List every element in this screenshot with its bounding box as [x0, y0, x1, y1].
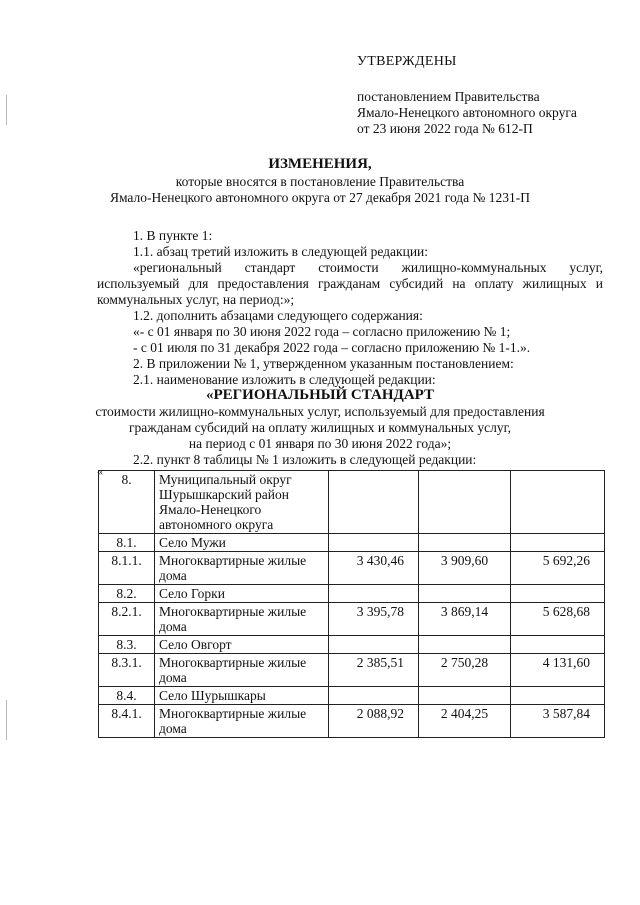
tariff-table-body	[99, 471, 605, 738]
row-name-cell: Село Овгорт	[155, 636, 329, 654]
row-number-cell: 8.4.1.	[99, 705, 155, 738]
paragraph: используемый для предоставления гражданам субсидий на оплату жилищных и	[97, 276, 603, 291]
value-cell	[419, 471, 511, 534]
value-cell	[329, 636, 419, 654]
table-row	[99, 603, 605, 636]
row-number-cell: 8.2.	[99, 585, 155, 603]
value-cell: 3 909,60	[419, 552, 511, 585]
paragraph: 1.2. дополнить абзацами следующего содержания:	[133, 308, 423, 323]
row-name-cell: Село Горки	[155, 585, 329, 603]
row-name-cell: Многоквартирные жилые дома	[155, 552, 329, 585]
value-cell: 3 430,46	[329, 552, 419, 585]
list-item: - с 01 июля по 31 декабря 2022 года – согласно приложению № 1-1.».	[133, 340, 531, 355]
value-cell	[419, 534, 511, 552]
row-name-cell: Многоквартирные жилые дома	[155, 603, 329, 636]
paragraph: 2.1. наименование изложить в следующей редакции:	[133, 372, 436, 387]
paragraph: 1.1. абзац третий изложить в следующей редакции:	[133, 244, 429, 259]
paragraph: «региональный стандарт стоимости жилищно-коммунальных услуг,	[133, 260, 603, 275]
table-row	[99, 552, 605, 585]
row-number-cell: 8.3.1.	[99, 654, 155, 687]
value-cell: 2 385,51	[329, 654, 419, 687]
value-cell	[329, 534, 419, 552]
approval-line: от 23 июня 2022 года № 612-П	[357, 121, 533, 136]
value-cell: 3 395,78	[329, 603, 419, 636]
row-name-cell: Многоквартирные жилые дома	[155, 705, 329, 738]
table-row	[99, 585, 605, 603]
row-number-cell: 8.1.	[99, 534, 155, 552]
value-cell	[511, 534, 605, 552]
row-name-cell: Село Мужи	[155, 534, 329, 552]
approval-heading: УТВЕРЖДЕНЫ	[357, 54, 457, 69]
table-row	[99, 654, 605, 687]
value-cell	[511, 636, 605, 654]
table-row	[99, 534, 605, 552]
approval-line: Ямало-Ненецкого автономного округа	[357, 105, 577, 120]
scan-artifact	[6, 700, 7, 740]
value-cell	[329, 585, 419, 603]
row-name-cell: Многоквартирные жилые дома	[155, 654, 329, 687]
row-number-cell: 8.1.1.	[99, 552, 155, 585]
value-cell	[511, 585, 605, 603]
table-row	[99, 687, 605, 705]
paragraph: 2.2. пункт 8 таблицы № 1 изложить в следующей редакции:	[133, 452, 477, 467]
list-item: «- с 01 января по 30 июня 2022 года – согласно приложению № 1;	[133, 324, 511, 339]
value-cell	[329, 687, 419, 705]
value-cell: 5 692,26	[511, 552, 605, 585]
tariff-table	[98, 470, 605, 738]
value-cell	[419, 585, 511, 603]
value-cell: 2 750,28	[419, 654, 511, 687]
row-name-cell: Муниципальный округ Шурышкарский район Ямало-Ненецкого автономного округа	[155, 471, 329, 534]
standard-subtitle: стоимости жилищно-коммунальных услуг, используемый для предоставления	[95, 404, 545, 419]
value-cell: 5 628,68	[511, 603, 605, 636]
row-number-cell: 8.2.1.	[99, 603, 155, 636]
standard-subtitle: на период с 01 января по 30 июня 2022 года»;	[188, 436, 452, 451]
standard-title: «РЕГИОНАЛЬНЫЙ СТАНДАРТ	[205, 387, 435, 403]
row-name-cell: Село Шурышкары	[155, 687, 329, 705]
paragraph: 1. В пункте 1:	[133, 228, 213, 243]
approval-line: постановлением Правительства	[357, 89, 540, 104]
row-number-cell: 8.3.	[99, 636, 155, 654]
open-quote: «	[97, 464, 103, 478]
standard-subtitle: гражданам субсидий на оплату жилищных и коммунальных услуг,	[129, 420, 511, 435]
value-cell: 2 404,25	[419, 705, 511, 738]
paragraph: 2. В приложении № 1, утвержденном указанным постановлением:	[133, 356, 514, 371]
value-cell: 3 587,84	[511, 705, 605, 738]
value-cell: 3 869,14	[419, 603, 511, 636]
value-cell	[419, 636, 511, 654]
value-cell: 2 088,92	[329, 705, 419, 738]
document-title: ИЗМЕНЕНИЯ,	[268, 156, 372, 172]
row-number-cell: 8.4.	[99, 687, 155, 705]
value-cell	[511, 687, 605, 705]
document-subtitle: которые вносятся в постановление Правительства	[175, 174, 465, 189]
value-cell: 4 131,60	[511, 654, 605, 687]
document-subtitle: Ямало-Ненецкого автономного округа от 27 декабря 2021 года № 1231-П	[109, 190, 531, 205]
paragraph: коммунальных услуг, на период:»;	[97, 292, 295, 307]
table-row	[99, 636, 605, 654]
value-cell	[329, 471, 419, 534]
value-cell	[511, 471, 605, 534]
value-cell	[419, 687, 511, 705]
table-row	[99, 471, 605, 534]
row-number-cell: 8.	[99, 471, 155, 534]
scan-artifact	[6, 95, 7, 125]
table-row	[99, 705, 605, 738]
